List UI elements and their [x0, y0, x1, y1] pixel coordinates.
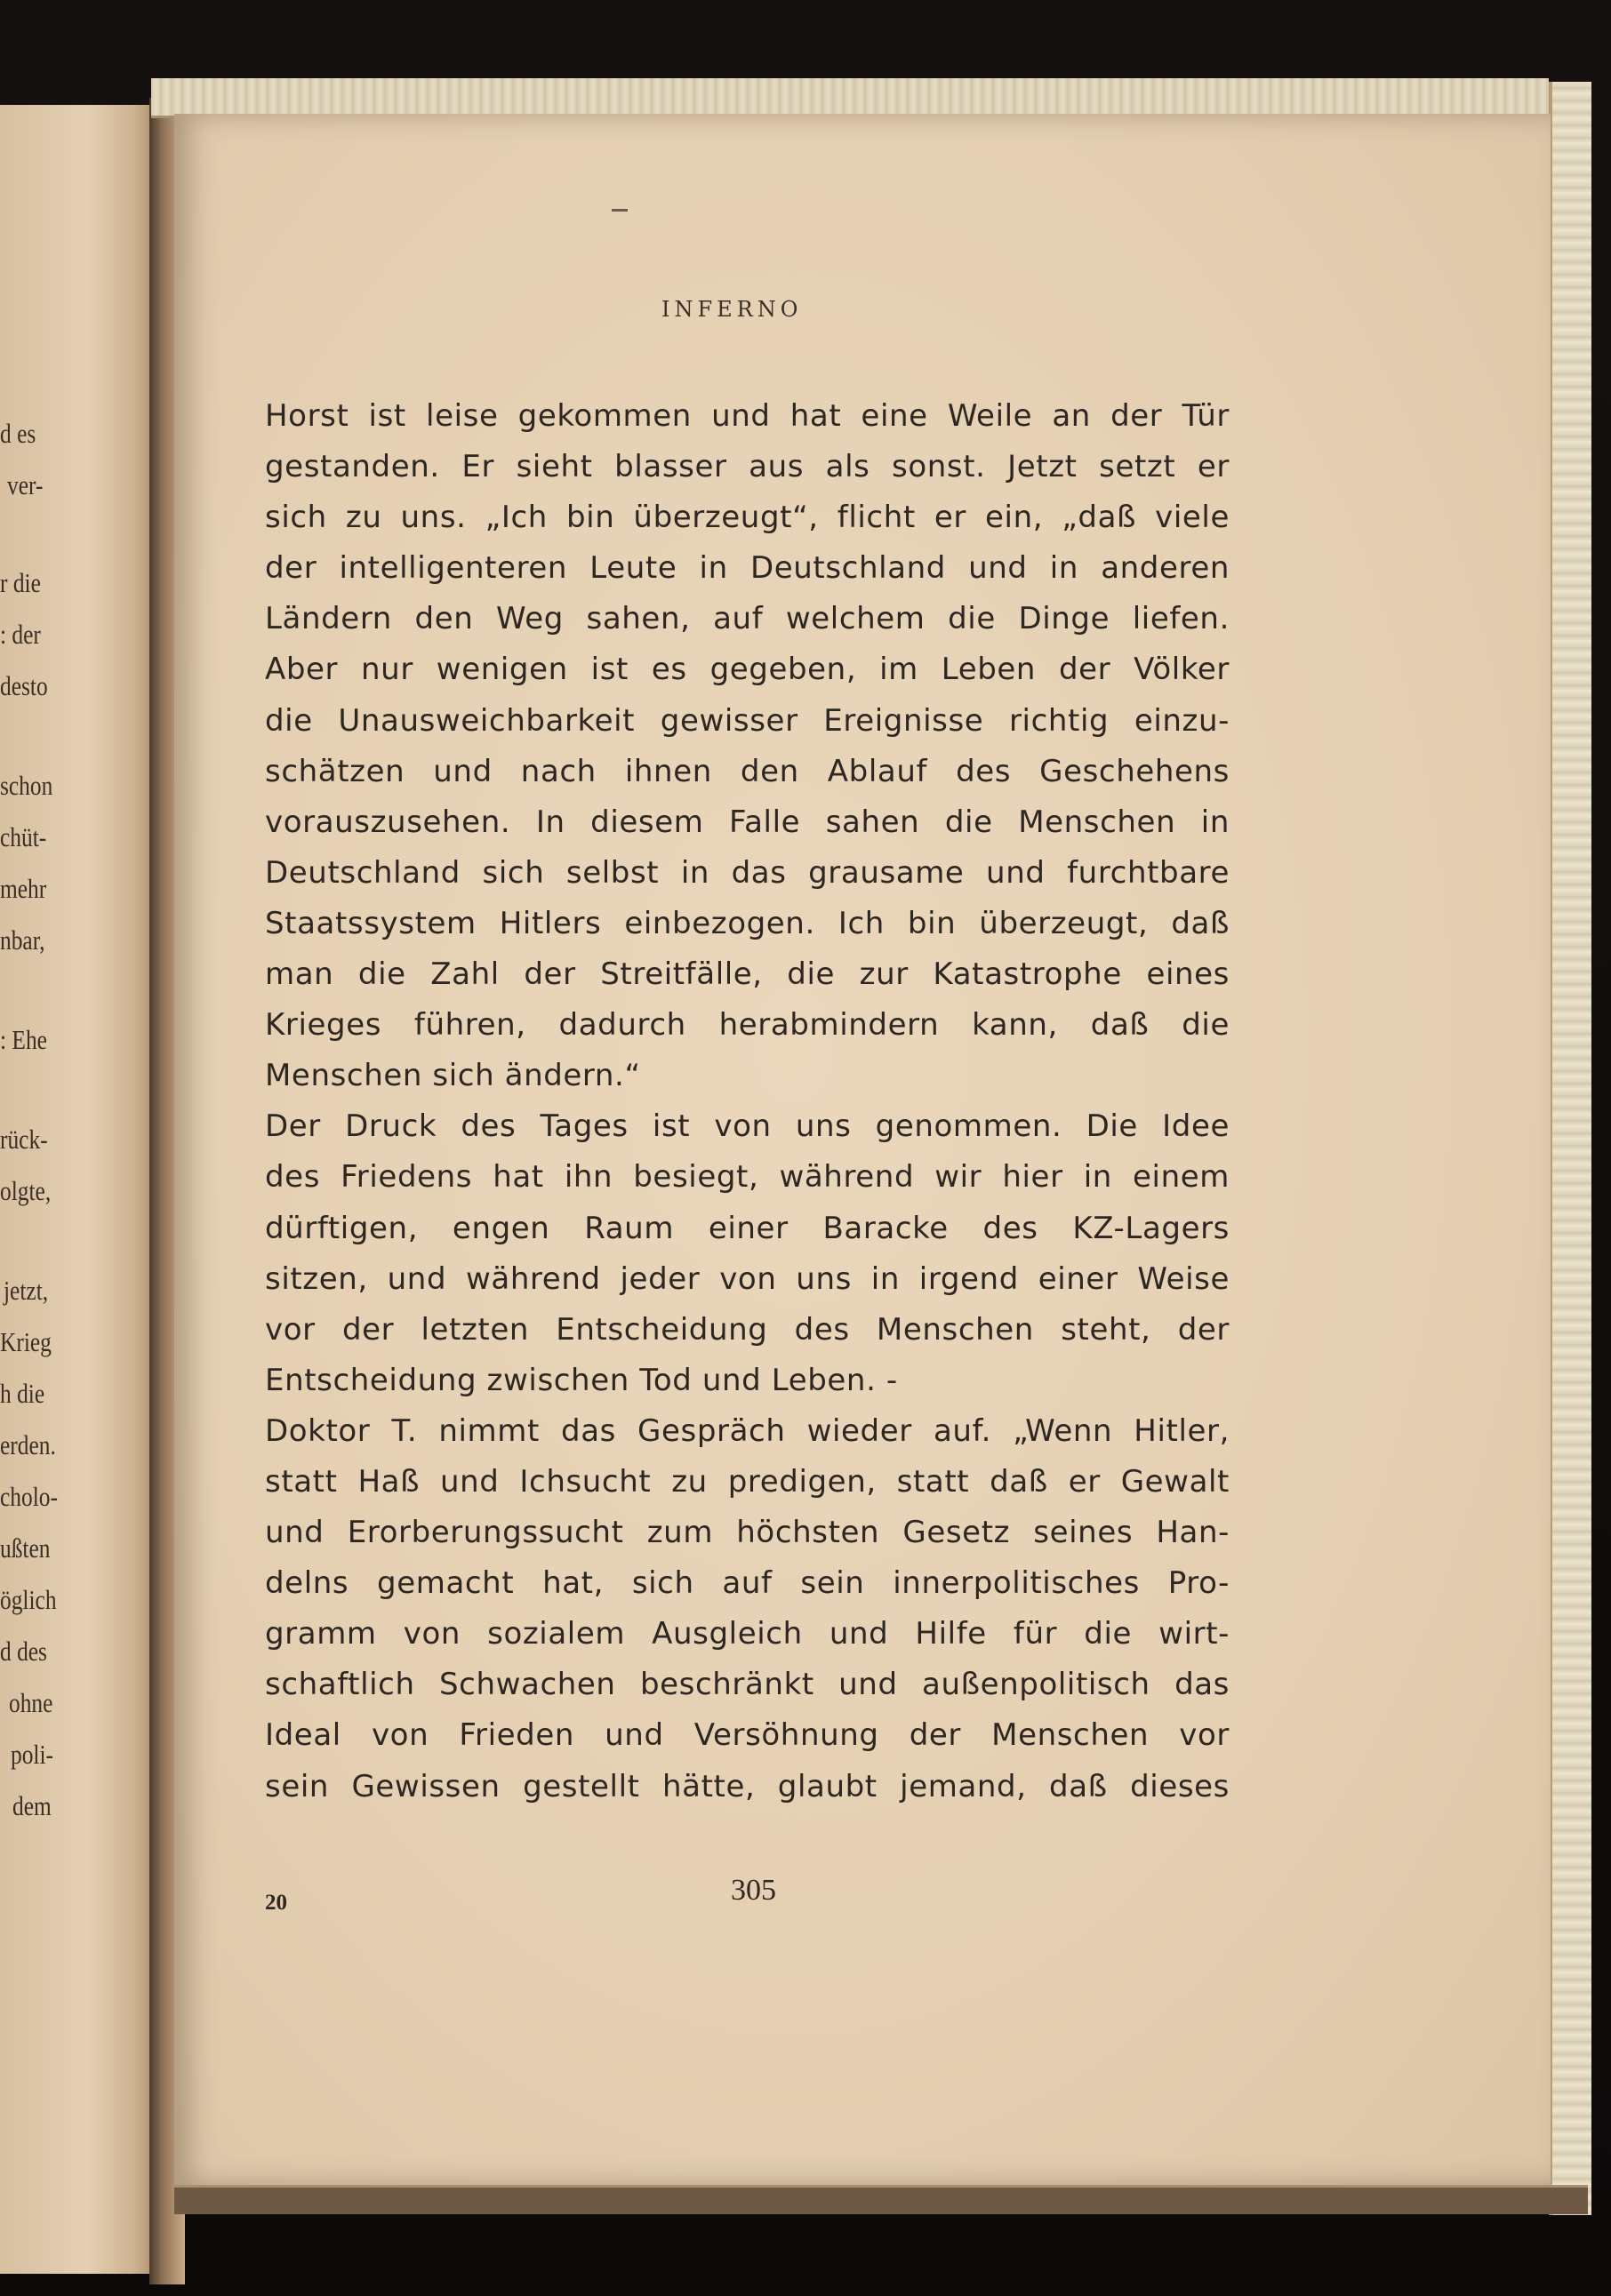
left-page-fragment: ohne: [9, 1687, 53, 1718]
left-page-fragment: dem: [12, 1790, 52, 1821]
text-line: Krieges führen, dadurch herabmindern kann, daß die: [265, 1007, 1230, 1044]
left-page-fragment: schon: [0, 770, 53, 801]
text-line: Entscheidung zwischen Tod und Leben. -: [265, 1362, 898, 1398]
text-line: Doktor T. nimmt das Gespräch wieder auf. „Wenn Hitler,: [265, 1412, 1230, 1449]
left-page-fragment: : Ehe: [0, 1024, 47, 1055]
text-line: vorauszusehen. In diesem Falle sahen die Menschen in: [265, 804, 1230, 840]
text-line: Ländern den Weg sahen, auf welchem die Dinge liefen.: [265, 601, 1230, 637]
text-line: des Friedens hat ihn besiegt, während wir hier in einem: [265, 1159, 1230, 1196]
left-page-fragment: h die: [0, 1378, 45, 1409]
signature-mark: 20: [265, 1891, 287, 1915]
left-page-fragment: cholo-: [0, 1481, 58, 1512]
text-line: statt Haß und Ichsucht zu predigen, statt daß er Gewalt: [265, 1463, 1230, 1500]
top-mark: [612, 209, 628, 212]
left-page-fragment: rück-: [0, 1124, 48, 1155]
cover-edge-top: [151, 78, 1549, 118]
left-page-fragment: d des: [0, 1636, 47, 1667]
text-line: und Erorberungssucht zum höchsten Gesetz seines Han-: [265, 1515, 1230, 1551]
page-number: 305: [731, 1874, 776, 1907]
left-page-fragment: ver-: [7, 469, 44, 500]
text-line: Horst ist leise gekommen und hat eine Weile an der Tür: [265, 398, 1230, 434]
left-page-fragment: r die: [0, 567, 41, 598]
cover-edge-right: [1549, 82, 1591, 2215]
left-page-fragment: olgte,: [0, 1175, 52, 1206]
left-page-fragment: desto: [0, 670, 48, 701]
text-line: schätzen und nach ihnen den Ablauf des Geschehens: [265, 753, 1230, 789]
left-page-fragment: d es: [0, 418, 36, 449]
text-line: Ideal von Frieden und Versöhnung der Menschen vor: [265, 1717, 1230, 1754]
text-line: vor der letzten Entscheidung des Menschen steht, der: [265, 1311, 1230, 1348]
left-page-fragment: mehr: [0, 873, 47, 904]
cover-edge-bottom: [174, 2185, 1588, 2214]
text-line: sich zu uns. „Ich bin überzeugt“, flicht er ein, „daß viele: [265, 500, 1230, 536]
text-line: Aber nur wenigen ist es gegeben, im Leben der Völker: [265, 652, 1230, 688]
running-head: INFERNO: [661, 297, 803, 322]
text-line: die Unausweichbarkeit gewisser Ereignisse richtig einzu-: [265, 702, 1230, 739]
text-line: delns gemacht hat, sich auf sein innerpolitisches Pro-: [265, 1565, 1230, 1602]
left-page-fragment: : der: [0, 619, 41, 650]
previous-page: [0, 105, 158, 2274]
text-line: sitzen, und während jeder von uns in irgend einer Weise: [265, 1260, 1230, 1297]
left-page-fragment: Krieg: [0, 1326, 52, 1357]
left-page-fragment: poli-: [11, 1739, 54, 1770]
left-page-fragment: erden.: [0, 1429, 56, 1460]
left-page-fragment: öglich: [0, 1584, 57, 1615]
text-line: Staatssystem Hitlers einbezogen. Ich bin überzeugt, daß: [265, 905, 1230, 941]
text-line: sein Gewissen gestellt hätte, glaubt jemand, daß dieses: [265, 1768, 1230, 1804]
text-line: dürftigen, engen Raum einer Baracke des KZ-Lagers: [265, 1210, 1230, 1246]
left-page-fragment: jetzt,: [4, 1275, 49, 1306]
left-page-fragment: chüt-: [0, 821, 47, 852]
text-line: Der Druck des Tages ist von uns genommen. Die Idee: [265, 1108, 1230, 1145]
text-line: man die Zahl der Streitfälle, die zur Katastrophe eines: [265, 956, 1230, 993]
text-line: Deutschland sich selbst in das grausame und furchtbare: [265, 854, 1230, 891]
text-line: Menschen sich ändern.“: [265, 1058, 641, 1094]
page-body: [265, 391, 1230, 1812]
text-line: gramm von sozialem Ausgleich und Hilfe für die wirt-: [265, 1616, 1230, 1652]
text-line: gestanden. Er sieht blasser aus als sonst. Jetzt setzt er: [265, 449, 1230, 485]
left-page-fragment: ußten: [0, 1532, 51, 1564]
text-line: schaftlich Schwachen beschränkt und außenpolitisch das: [265, 1667, 1230, 1703]
left-page-fragment: nbar,: [0, 924, 45, 956]
text-line: der intelligenteren Leute in Deutschland und in anderen: [265, 550, 1230, 587]
